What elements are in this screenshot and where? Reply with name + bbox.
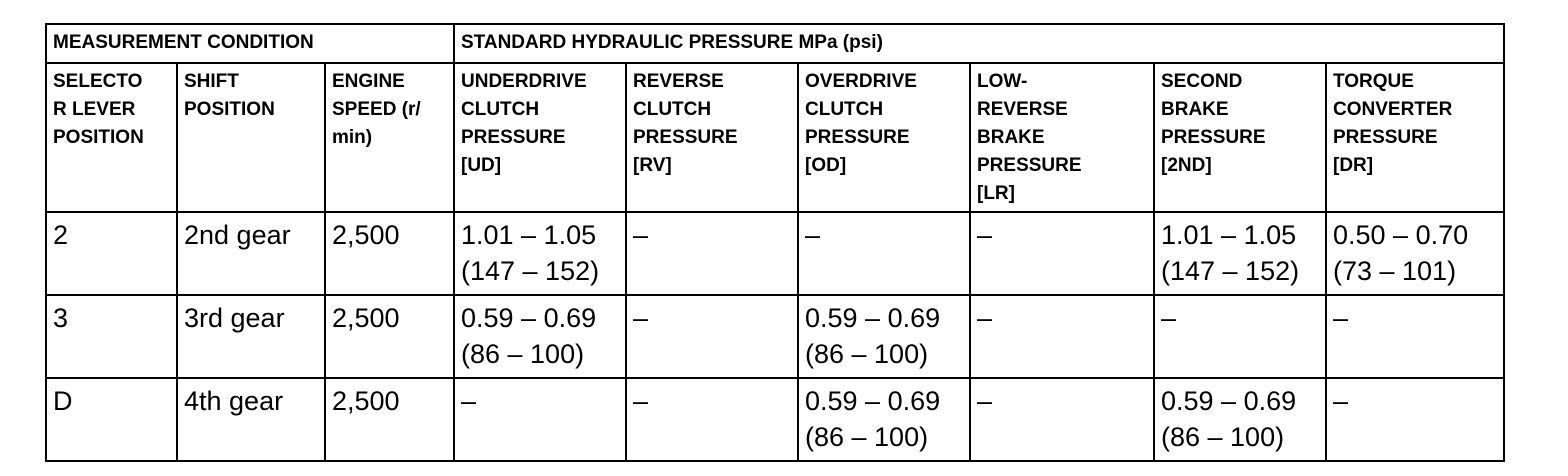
hydraulic-pressure-table xyxy=(45,23,1505,462)
second-cell: – xyxy=(1154,295,1326,378)
col-header-ud: UNDERDRIVE CLUTCH PRESSURE [UD] xyxy=(454,63,626,212)
od-cell: 0.59 – 0.69 (86 – 100) xyxy=(798,378,970,461)
col-header-shift: SHIFT POSITION xyxy=(177,63,325,212)
rv-cell: – xyxy=(626,295,798,378)
table-row xyxy=(46,212,1504,295)
col-header-dr: TORQUE CONVERTER PRESSURE [DR] xyxy=(1326,63,1504,212)
shift-cell: 2nd gear xyxy=(177,212,325,295)
col-header-rv: REVERSE CLUTCH PRESSURE [RV] xyxy=(626,63,798,212)
shift-cell: 4th gear xyxy=(177,378,325,461)
second-cell: 0.59 – 0.69 (86 – 100) xyxy=(1154,378,1326,461)
engine-speed-cell: 2,500 xyxy=(325,212,454,295)
second-cell: 1.01 – 1.05 (147 – 152) xyxy=(1154,212,1326,295)
dr-cell: – xyxy=(1326,295,1504,378)
ud-cell: – xyxy=(454,378,626,461)
dr-cell: 0.50 – 0.70 (73 – 101) xyxy=(1326,212,1504,295)
ud-cell: 0.59 – 0.69 (86 – 100) xyxy=(454,295,626,378)
standard-pressure-header: STANDARD HYDRAULIC PRESSURE MPa (psi) xyxy=(454,24,1504,63)
od-cell: – xyxy=(798,212,970,295)
table-row xyxy=(46,378,1504,461)
rv-cell: – xyxy=(626,378,798,461)
col-header-2nd: SECOND BRAKE PRESSURE [2ND] xyxy=(1154,63,1326,212)
selector-cell: D xyxy=(46,378,177,461)
engine-speed-cell: 2,500 xyxy=(325,295,454,378)
col-header-lr: LOW- REVERSE BRAKE PRESSURE [LR] xyxy=(970,63,1154,212)
col-header-engine-speed: ENGINE SPEED (r/ min) xyxy=(325,63,454,212)
shift-cell: 3rd gear xyxy=(177,295,325,378)
selector-cell: 3 xyxy=(46,295,177,378)
col-header-od: OVERDRIVE CLUTCH PRESSURE [OD] xyxy=(798,63,970,212)
table-row xyxy=(46,295,1504,378)
lr-cell: – xyxy=(970,212,1154,295)
engine-speed-cell: 2,500 xyxy=(325,378,454,461)
col-header-selector: SELECTO R LEVER POSITION xyxy=(46,63,177,212)
selector-cell: 2 xyxy=(46,212,177,295)
dr-cell: – xyxy=(1326,378,1504,461)
lr-cell: – xyxy=(970,378,1154,461)
measurement-condition-header: MEASUREMENT CONDITION xyxy=(46,24,454,63)
ud-cell: 1.01 – 1.05 (147 – 152) xyxy=(454,212,626,295)
od-cell: 0.59 – 0.69 (86 – 100) xyxy=(798,295,970,378)
rv-cell: – xyxy=(626,212,798,295)
lr-cell: – xyxy=(970,295,1154,378)
